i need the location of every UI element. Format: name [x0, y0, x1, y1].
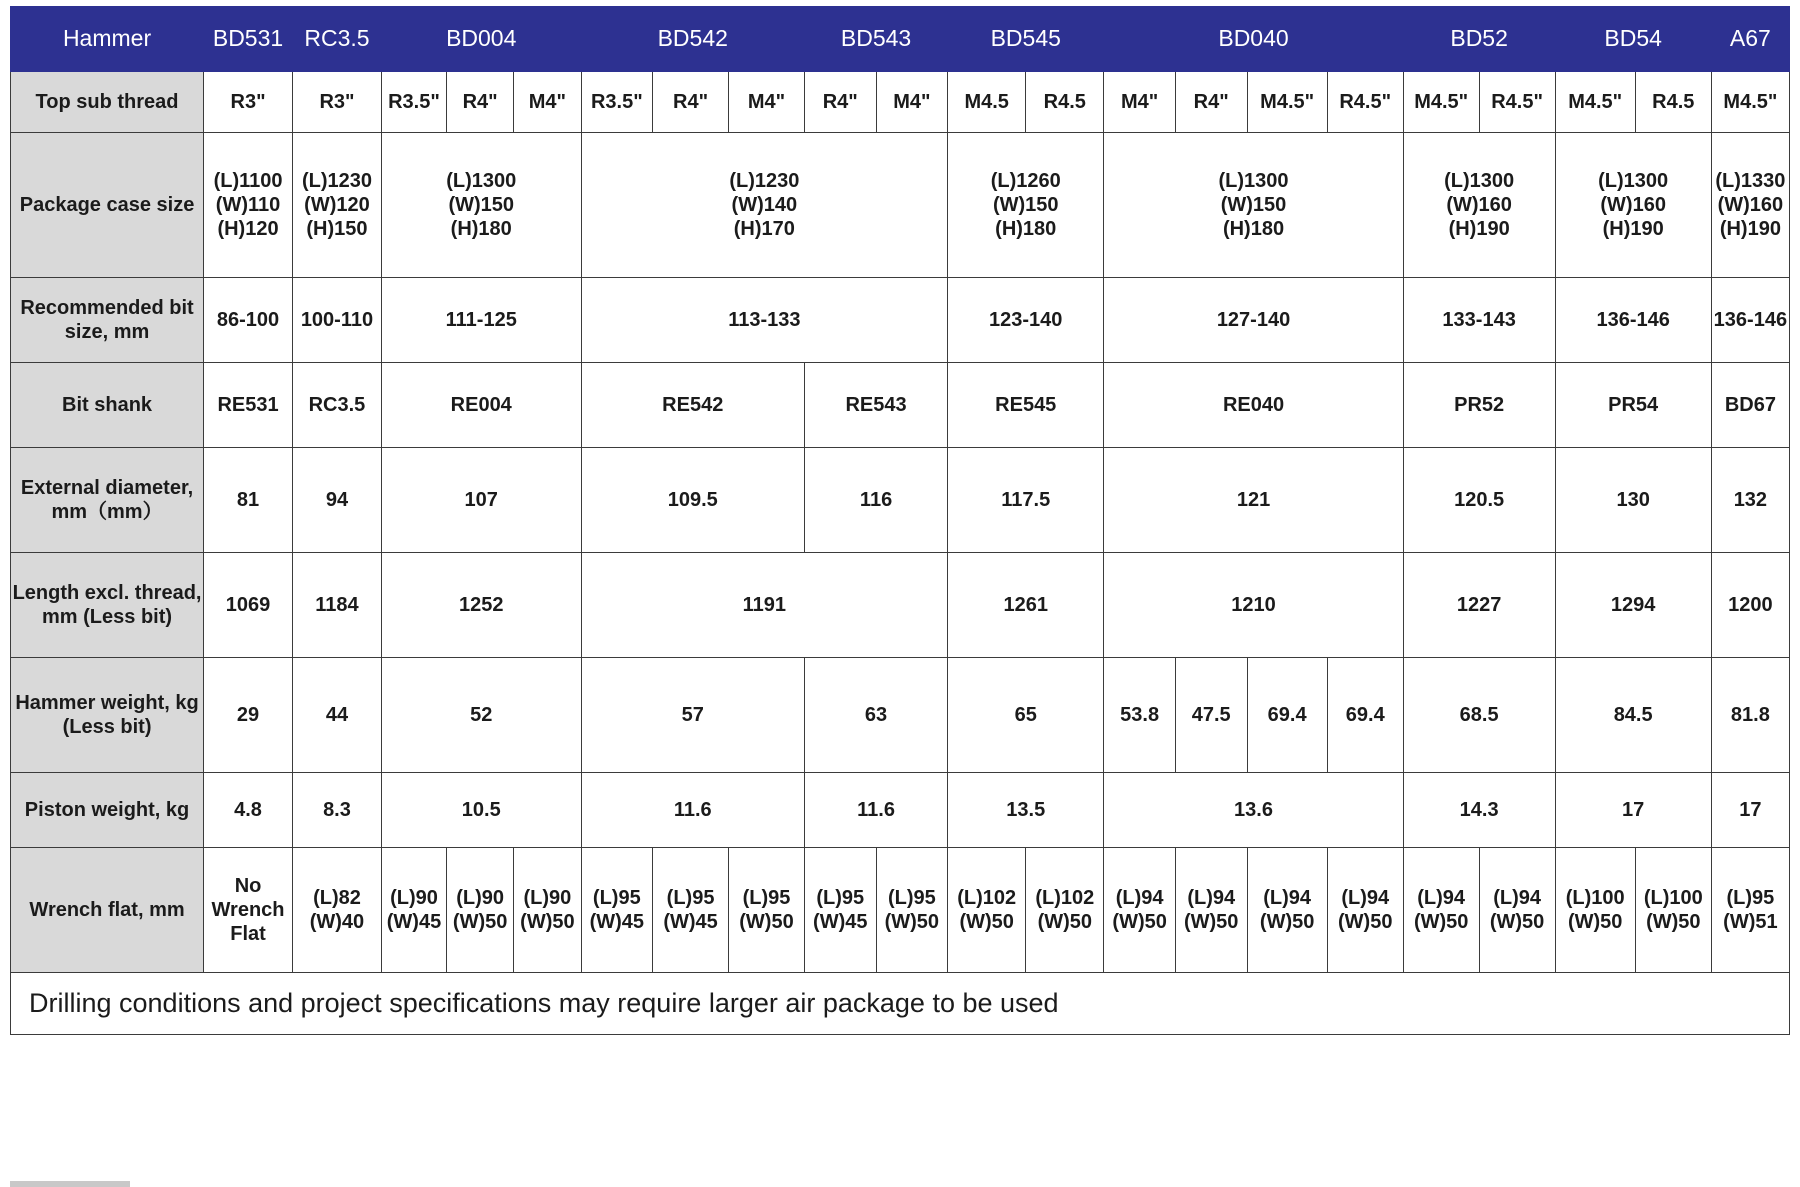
cell-wrench-flat: (L)102 (W)50 — [948, 848, 1026, 973]
cell-piston-weight: 14.3 — [1403, 773, 1555, 848]
cell-hammer-weight: 47.5 — [1175, 658, 1247, 773]
cell-piston-weight: 13.5 — [948, 773, 1104, 848]
cell-wrench-flat: (L)94 (W)50 — [1403, 848, 1479, 973]
cell-hammer-weight: 69.4 — [1247, 658, 1327, 773]
cell-hammer-weight: 29 — [204, 658, 293, 773]
cell-wrench-flat: (L)95 (W)50 — [876, 848, 948, 973]
row-label-top-sub-thread: Top sub thread — [11, 72, 204, 133]
cell-bit-shank: RE542 — [581, 363, 804, 448]
cell-hammer-weight: 57 — [581, 658, 804, 773]
table-row-bit-shank — [11, 363, 1790, 448]
row-label-bit-shank: Bit shank — [11, 363, 204, 448]
cell-recommended-bit-size: 136-146 — [1555, 278, 1711, 363]
cell-piston-weight: 13.6 — [1104, 773, 1403, 848]
cell-wrench-flat: (L)102 (W)50 — [1026, 848, 1104, 973]
cell-wrench-flat: (L)95 (W)50 — [729, 848, 805, 973]
cell-piston-weight: 4.8 — [204, 773, 293, 848]
cell-length-excl-thread: 1191 — [581, 553, 948, 658]
cell-top-sub-thread: R4.5 — [1026, 72, 1104, 133]
cell-length-excl-thread: 1252 — [381, 553, 581, 658]
cell-wrench-flat: (L)82 (W)40 — [293, 848, 382, 973]
cell-package-case-size: (L)1300 (W)160 (H)190 — [1403, 133, 1555, 278]
cell-top-sub-thread: R4.5" — [1479, 72, 1555, 133]
cell-bit-shank: BD67 — [1711, 363, 1789, 448]
cell-recommended-bit-size: 136-146 — [1711, 278, 1789, 363]
cell-hammer-weight: 44 — [293, 658, 382, 773]
cell-wrench-flat: (L)95 (W)45 — [653, 848, 729, 973]
cell-wrench-flat: (L)94 (W)50 — [1175, 848, 1247, 973]
cell-bit-shank: RE040 — [1104, 363, 1403, 448]
cell-top-sub-thread: R3.5" — [581, 72, 653, 133]
cell-top-sub-thread: M4.5" — [1711, 72, 1789, 133]
hammer-header-bd004: BD004 — [381, 7, 581, 72]
hammer-header-bd040: BD040 — [1104, 7, 1403, 72]
table-header-row — [11, 7, 1790, 72]
cell-external-diameter: 120.5 — [1403, 448, 1555, 553]
cell-bit-shank: RE004 — [381, 363, 581, 448]
cell-bit-shank: PR52 — [1403, 363, 1555, 448]
table-row-wrench-flat — [11, 848, 1790, 973]
cell-external-diameter: 130 — [1555, 448, 1711, 553]
cell-length-excl-thread: 1200 — [1711, 553, 1789, 658]
cell-top-sub-thread: R4.5 — [1635, 72, 1711, 133]
cell-piston-weight: 10.5 — [381, 773, 581, 848]
cell-length-excl-thread: 1261 — [948, 553, 1104, 658]
cell-top-sub-thread: R4" — [447, 72, 514, 133]
cell-length-excl-thread: 1069 — [204, 553, 293, 658]
cell-piston-weight: 17 — [1711, 773, 1789, 848]
row-label-length-excl-thread: Length excl. thread, mm (Less bit) — [11, 553, 204, 658]
cell-top-sub-thread: M4" — [876, 72, 948, 133]
table-row-length-excl-thread — [11, 553, 1790, 658]
cell-length-excl-thread: 1294 — [1555, 553, 1711, 658]
row-label-external-diameter: External diameter, mm（mm） — [11, 448, 204, 553]
cell-recommended-bit-size: 113-133 — [581, 278, 948, 363]
cell-package-case-size: (L)1300 (W)160 (H)190 — [1555, 133, 1711, 278]
hammer-header-bd545: BD545 — [948, 7, 1104, 72]
table-row-piston-weight — [11, 773, 1790, 848]
hammer-header-a67: A67 — [1711, 7, 1789, 72]
cell-external-diameter: 117.5 — [948, 448, 1104, 553]
cell-top-sub-thread: R4" — [804, 72, 876, 133]
cell-wrench-flat: (L)94 (W)50 — [1247, 848, 1327, 973]
cell-top-sub-thread: R3.5" — [381, 72, 446, 133]
row-label-recommended-bit-size: Recommended bit size, mm — [11, 278, 204, 363]
cell-recommended-bit-size: 111-125 — [381, 278, 581, 363]
cell-hammer-weight: 68.5 — [1403, 658, 1555, 773]
row-label-hammer-weight: Hammer weight, kg (Less bit) — [11, 658, 204, 773]
cell-external-diameter: 81 — [204, 448, 293, 553]
cell-bit-shank: RE543 — [804, 363, 947, 448]
cell-hammer-weight: 52 — [381, 658, 581, 773]
cell-package-case-size: (L)1300 (W)150 (H)180 — [381, 133, 581, 278]
cell-length-excl-thread: 1184 — [293, 553, 382, 658]
cell-top-sub-thread: R3" — [293, 72, 382, 133]
table-row-recommended-bit-size — [11, 278, 1790, 363]
cell-hammer-weight: 65 — [948, 658, 1104, 773]
cell-package-case-size: (L)1330 (W)160 (H)190 — [1711, 133, 1789, 278]
cell-bit-shank: PR54 — [1555, 363, 1711, 448]
cell-external-diameter: 132 — [1711, 448, 1789, 553]
cell-wrench-flat: (L)94 (W)50 — [1104, 848, 1176, 973]
cell-external-diameter: 94 — [293, 448, 382, 553]
cell-hammer-weight: 81.8 — [1711, 658, 1789, 773]
cell-hammer-weight: 84.5 — [1555, 658, 1711, 773]
cell-top-sub-thread: M4.5" — [1247, 72, 1327, 133]
cell-package-case-size: (L)1230 (W)120 (H)150 — [293, 133, 382, 278]
cell-package-case-size: (L)1100 (W)110 (H)120 — [204, 133, 293, 278]
cell-wrench-flat: No Wrench Flat — [204, 848, 293, 973]
cell-package-case-size: (L)1260 (W)150 (H)180 — [948, 133, 1104, 278]
table-row-hammer-weight — [11, 658, 1790, 773]
cell-external-diameter: 107 — [381, 448, 581, 553]
cell-hammer-weight: 63 — [804, 658, 947, 773]
cell-recommended-bit-size: 86-100 — [204, 278, 293, 363]
cell-length-excl-thread: 1210 — [1104, 553, 1403, 658]
cell-piston-weight: 11.6 — [804, 773, 947, 848]
cell-top-sub-thread: R4" — [653, 72, 729, 133]
footer-note: Drilling conditions and project specifications may require larger air package to be used — [10, 973, 1790, 1035]
hammer-header-rc3.5: RC3.5 — [293, 7, 382, 72]
cell-package-case-size: (L)1300 (W)150 (H)180 — [1104, 133, 1403, 278]
hammer-header-bd531: BD531 — [204, 7, 293, 72]
cell-wrench-flat: (L)100 (W)50 — [1635, 848, 1711, 973]
cell-recommended-bit-size: 127-140 — [1104, 278, 1403, 363]
cell-top-sub-thread: M4" — [729, 72, 805, 133]
hammer-header-bd52: BD52 — [1403, 7, 1555, 72]
cell-wrench-flat: (L)94 (W)50 — [1327, 848, 1403, 973]
cell-external-diameter: 116 — [804, 448, 947, 553]
cell-top-sub-thread: M4.5" — [1403, 72, 1479, 133]
cell-wrench-flat: (L)95 (W)45 — [804, 848, 876, 973]
cell-hammer-weight: 53.8 — [1104, 658, 1176, 773]
cell-piston-weight: 11.6 — [581, 773, 804, 848]
cell-wrench-flat: (L)90 (W)50 — [514, 848, 581, 973]
cell-external-diameter: 109.5 — [581, 448, 804, 553]
cell-top-sub-thread: M4.5" — [1555, 72, 1635, 133]
cell-package-case-size: (L)1230 (W)140 (H)170 — [581, 133, 948, 278]
cell-wrench-flat: (L)90 (W)50 — [447, 848, 514, 973]
cell-wrench-flat: (L)95 (W)51 — [1711, 848, 1789, 973]
hammer-spec-table — [10, 6, 1790, 973]
row-label-piston-weight: Piston weight, kg — [11, 773, 204, 848]
hammer-header-bd542: BD542 — [581, 7, 804, 72]
hammer-header-bd54: BD54 — [1555, 7, 1711, 72]
cell-piston-weight: 8.3 — [293, 773, 382, 848]
cell-top-sub-thread: M4" — [514, 72, 581, 133]
cell-top-sub-thread: R3" — [204, 72, 293, 133]
cell-wrench-flat: (L)94 (W)50 — [1479, 848, 1555, 973]
cell-external-diameter: 121 — [1104, 448, 1403, 553]
table-row-external-diameter — [11, 448, 1790, 553]
cell-wrench-flat: (L)90 (W)45 — [381, 848, 446, 973]
cell-hammer-weight: 69.4 — [1327, 658, 1403, 773]
cell-wrench-flat: (L)95 (W)45 — [581, 848, 653, 973]
horizontal-scrollbar[interactable] — [10, 1181, 130, 1187]
cell-bit-shank: RE531 — [204, 363, 293, 448]
row-label-package-case-size: Package case size — [11, 133, 204, 278]
cell-piston-weight: 17 — [1555, 773, 1711, 848]
cell-length-excl-thread: 1227 — [1403, 553, 1555, 658]
cell-top-sub-thread: M4" — [1104, 72, 1176, 133]
hammer-header-bd543: BD543 — [804, 7, 947, 72]
cell-recommended-bit-size: 123-140 — [948, 278, 1104, 363]
cell-recommended-bit-size: 100-110 — [293, 278, 382, 363]
cell-top-sub-thread: R4.5" — [1327, 72, 1403, 133]
cell-top-sub-thread: M4.5 — [948, 72, 1026, 133]
table-row-top-sub-thread — [11, 72, 1790, 133]
cell-bit-shank: RC3.5 — [293, 363, 382, 448]
cell-bit-shank: RE545 — [948, 363, 1104, 448]
cell-top-sub-thread: R4" — [1175, 72, 1247, 133]
cell-wrench-flat: (L)100 (W)50 — [1555, 848, 1635, 973]
table-corner-header: Hammer — [11, 7, 204, 72]
cell-recommended-bit-size: 133-143 — [1403, 278, 1555, 363]
table-row-package-case-size — [11, 133, 1790, 278]
row-label-wrench-flat: Wrench flat, mm — [11, 848, 204, 973]
